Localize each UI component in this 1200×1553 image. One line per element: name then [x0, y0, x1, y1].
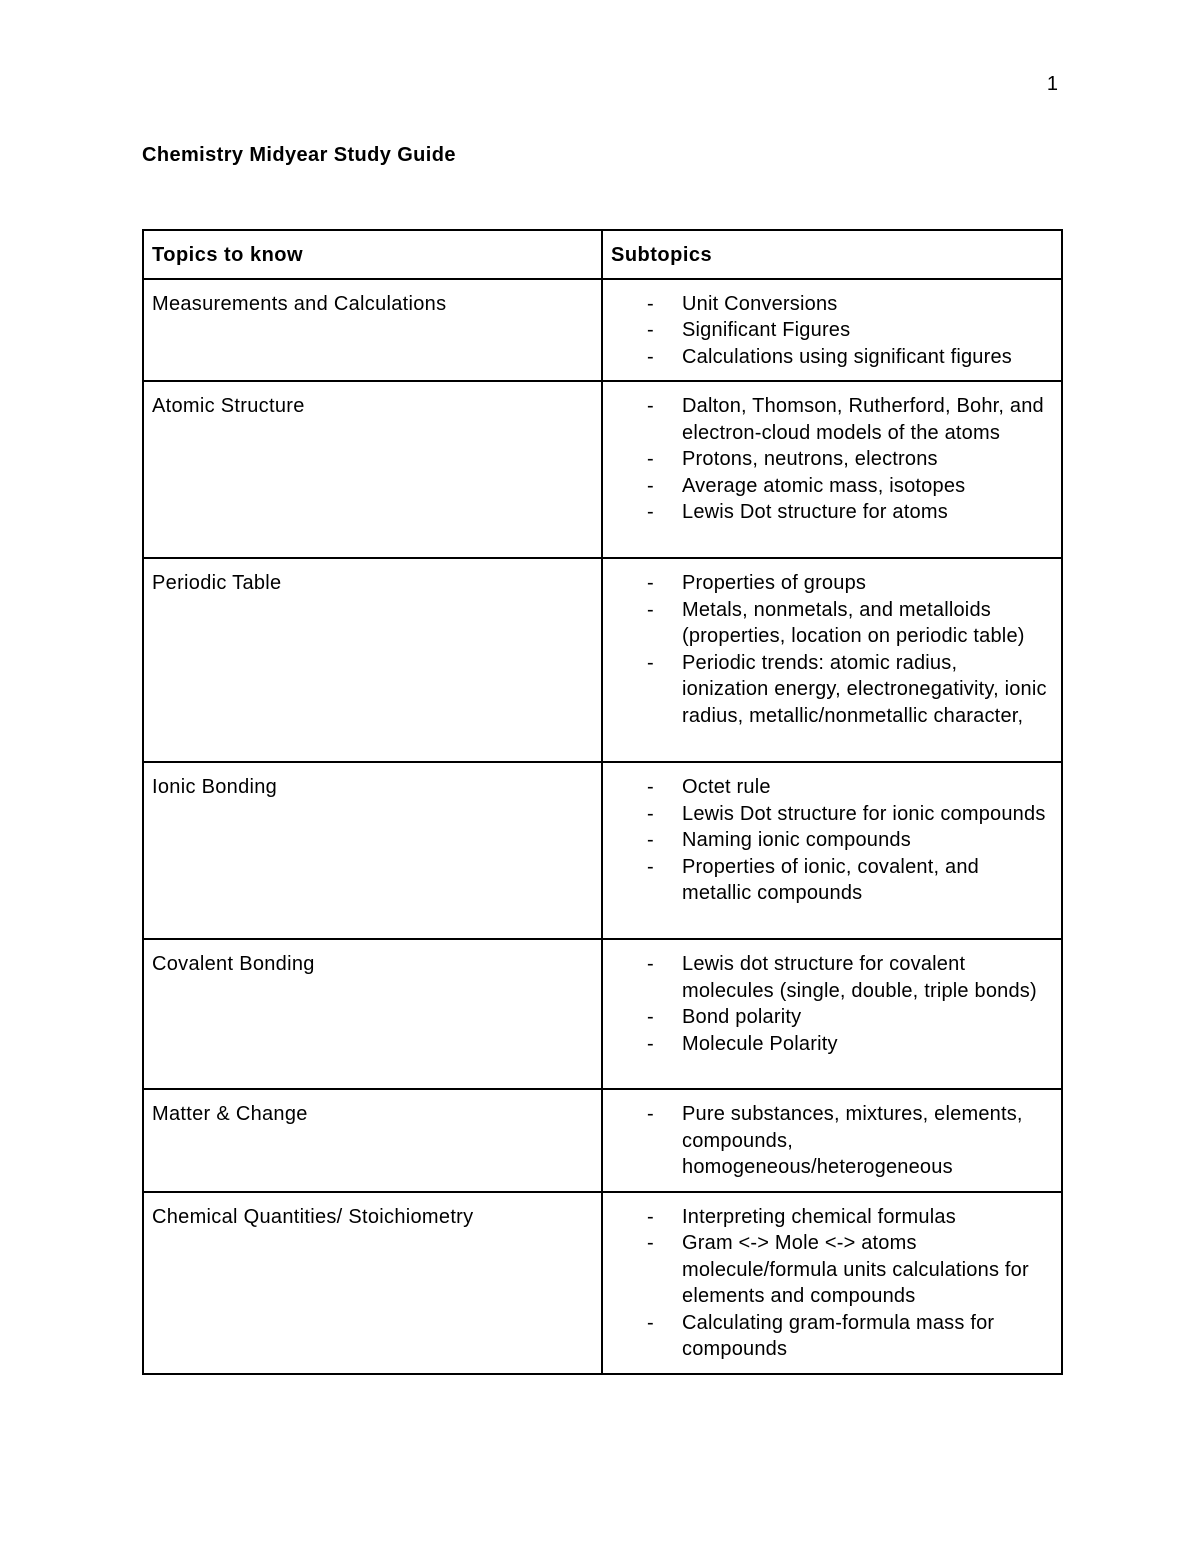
- subtopic-item: [611, 446, 1053, 473]
- subtopic-item: [611, 1204, 1053, 1231]
- subtopics-cell: [602, 939, 1062, 1089]
- bullet-dash: -: [647, 829, 654, 851]
- bullet-dash: -: [647, 501, 654, 523]
- bullet-dash: -: [647, 1032, 654, 1055]
- document-title: Chemistry Midyear Study Guide: [142, 144, 456, 166]
- subtopics-cell: [602, 1192, 1062, 1374]
- subtopic-item: [611, 499, 1053, 526]
- column-header-subtopics: Subtopics: [602, 230, 1062, 279]
- table-body: [143, 279, 1062, 1374]
- subtopic-item: [611, 951, 1053, 1004]
- subtopic-item: [611, 1101, 1053, 1181]
- subtopic-text: Octet rule: [682, 776, 771, 798]
- subtopic-text: Properties of groups: [682, 572, 867, 594]
- bullet-dash: -: [647, 474, 654, 497]
- bullet-dash: -: [647, 448, 654, 470]
- topic-cell: Periodic Table: [143, 558, 602, 762]
- subtopic-list: [611, 1101, 1053, 1181]
- subtopic-item: [611, 827, 1053, 854]
- column-header-topics: Topics to know: [143, 230, 602, 279]
- bullet-dash: -: [647, 953, 654, 975]
- topic-cell: Measurements and Calculations: [143, 279, 602, 382]
- table-row: [143, 1192, 1062, 1374]
- subtopic-item: [611, 1230, 1053, 1310]
- bullet-dash: -: [647, 1006, 654, 1028]
- subtopic-item: [611, 774, 1053, 801]
- subtopic-list: [611, 951, 1053, 1057]
- bullet-dash: -: [647, 1103, 654, 1125]
- subtopic-text: Properties of ionic, covalent, and metallic compounds: [682, 855, 979, 904]
- study-guide-table: [142, 229, 1063, 1375]
- subtopic-text: Interpreting chemical formulas: [682, 1205, 956, 1228]
- subtopic-item: [611, 317, 1053, 344]
- bullet-dash: -: [647, 598, 654, 621]
- subtopic-item: [611, 650, 1053, 730]
- subtopic-text: Pure substances, mixtures, elements, compounds, homogeneous/heterogeneous: [682, 1103, 1023, 1178]
- topic-cell: Matter & Change: [143, 1089, 602, 1192]
- bullet-dash: -: [647, 572, 654, 594]
- subtopic-item: [611, 291, 1053, 318]
- table-header-row: [143, 230, 1062, 279]
- bullet-dash: -: [647, 1205, 654, 1228]
- subtopic-text: Protons, neutrons, electrons: [682, 448, 938, 470]
- subtopic-text: Average atomic mass, isotopes: [682, 474, 966, 497]
- bullet-dash: -: [647, 395, 654, 417]
- subtopic-item: [611, 344, 1053, 371]
- subtopic-list: [611, 570, 1053, 729]
- subtopic-text: Lewis dot structure for covalent molecules (single, double, triple bonds): [682, 953, 1037, 1002]
- subtopic-text: Lewis Dot structure for atoms: [682, 501, 948, 523]
- bullet-dash: -: [647, 776, 654, 798]
- table-row: [143, 279, 1062, 382]
- subtopic-item: [611, 1031, 1053, 1058]
- subtopic-list: [611, 393, 1053, 526]
- table-row: [143, 381, 1062, 558]
- subtopic-item: [611, 801, 1053, 828]
- topic-cell: Atomic Structure: [143, 381, 602, 558]
- subtopic-text: Dalton, Thomson, Rutherford, Bohr, and electron-cloud models of the atoms: [682, 395, 1044, 444]
- subtopic-item: [611, 854, 1053, 907]
- subtopic-item: [611, 1004, 1053, 1031]
- subtopics-cell: [602, 558, 1062, 762]
- subtopic-text: Calculations using significant figures: [682, 345, 1012, 368]
- subtopics-cell: [602, 1089, 1062, 1192]
- subtopic-text: Molecule Polarity: [682, 1032, 838, 1055]
- subtopic-text: Naming ionic compounds: [682, 829, 911, 851]
- page-number: 1: [1046, 73, 1058, 95]
- bullet-dash: -: [647, 855, 654, 878]
- bullet-dash: -: [647, 345, 654, 368]
- subtopic-text: Gram <-> Mole <-> atoms molecule/formula units calculations for elements and compounds: [682, 1232, 1029, 1307]
- subtopic-text: Bond polarity: [682, 1006, 802, 1028]
- topic-cell: Chemical Quantities/ Stoichiometry: [143, 1192, 602, 1374]
- bullet-dash: -: [647, 651, 654, 674]
- bullet-dash: -: [647, 1232, 654, 1254]
- subtopic-text: Calculating gram-formula mass for compounds: [682, 1311, 995, 1360]
- bullet-dash: -: [647, 802, 654, 825]
- subtopic-item: [611, 597, 1053, 650]
- subtopic-item: [611, 1310, 1053, 1363]
- subtopic-text: Unit Conversions: [682, 292, 838, 315]
- subtopic-list: [611, 774, 1053, 907]
- subtopic-list: [611, 1204, 1053, 1363]
- subtopic-item: [611, 393, 1053, 446]
- subtopic-item: [611, 473, 1053, 500]
- table-row: [143, 762, 1062, 939]
- bullet-dash: -: [647, 1311, 654, 1334]
- bullet-dash: -: [647, 319, 654, 341]
- table-row: [143, 939, 1062, 1089]
- table-row: [143, 1089, 1062, 1192]
- subtopic-text: Significant Figures: [682, 319, 851, 341]
- bullet-dash: -: [647, 292, 654, 315]
- subtopic-text: Metals, nonmetals, and metalloids (properties, location on periodic table): [682, 598, 1025, 647]
- table-row: [143, 558, 1062, 762]
- subtopic-list: [611, 291, 1053, 371]
- topic-cell: Ionic Bonding: [143, 762, 602, 939]
- subtopics-cell: [602, 762, 1062, 939]
- subtopics-cell: [602, 279, 1062, 382]
- subtopic-text: Periodic trends: atomic radius, ionization energy, electronegativity, ionic radius, metallic/nonmetallic character,: [682, 651, 1047, 727]
- subtopic-item: [611, 570, 1053, 597]
- topic-cell: Covalent Bonding: [143, 939, 602, 1089]
- subtopic-text: Lewis Dot structure for ionic compounds: [682, 802, 1046, 825]
- subtopics-cell: [602, 381, 1062, 558]
